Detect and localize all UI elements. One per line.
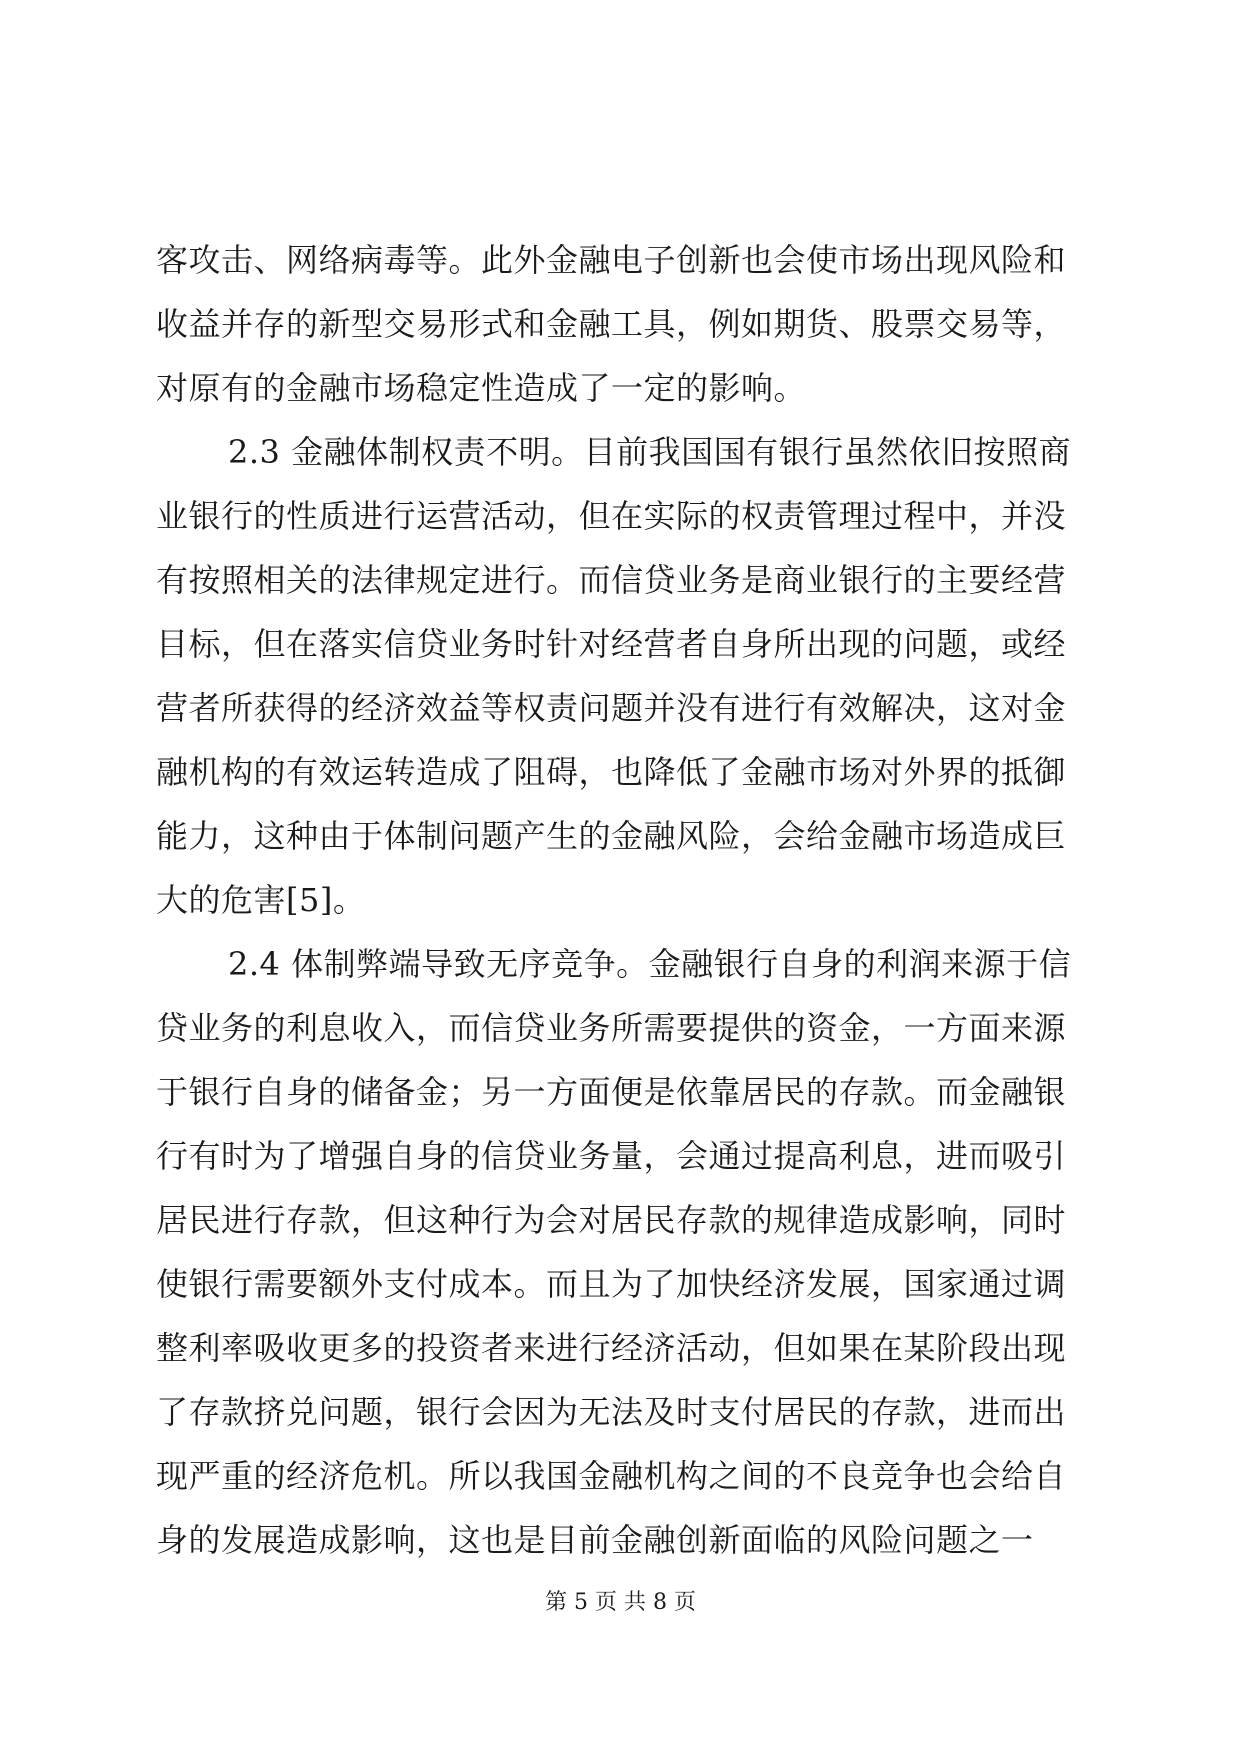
text-line: 了存款挤兑问题，银行会因为无法及时支付居民的存款，进而出 <box>156 1393 1067 1431</box>
text-line: 业银行的性质进行运营活动，但在实际的权责管理过程中，并没 <box>156 497 1067 535</box>
text-line: 收益并存的新型交易形式和金融工具，例如期货、股票交易等， <box>156 305 1067 343</box>
text-line: 居民进行存款，但这种行为会对居民存款的规律造成影响，同时 <box>156 1201 1067 1239</box>
text-line: 现严重的经济危机。所以我国金融机构之间的不良竞争也会给自 <box>156 1457 1067 1495</box>
body-text <box>156 228 1086 1572</box>
text-line: 融机构的有效运转造成了阻碍，也降低了金融市场对外界的抵御 <box>156 753 1067 791</box>
text-line: 大的危害[5]。 <box>156 881 366 919</box>
text-line: 能力，这种由于体制问题产生的金融风险，会给金融市场造成巨 <box>156 817 1067 855</box>
text-line: 身的发展造成影响，这也是目前金融创新面临的风险问题之一 <box>156 1521 1034 1559</box>
text-line: 使银行需要额外支付成本。而且为了加快经济发展，国家通过调 <box>156 1265 1067 1303</box>
section-heading-line: 2.3 金融体制权责不明。目前我国国有银行虽然依旧按照商 <box>228 433 1072 471</box>
text-line: 有按照相关的法律规定进行。而信贷业务是商业银行的主要经营 <box>156 561 1067 599</box>
text-line: 于银行自身的储备金；另一方面便是依靠居民的存款。而金融银 <box>156 1073 1067 1111</box>
text-line: 目标，但在落实信贷业务时针对经营者自身所出现的问题，或经 <box>156 625 1067 663</box>
section-heading-line: 2.4 体制弊端导致无序竞争。金融银行自身的利润来源于信 <box>228 945 1072 983</box>
text-line: 客攻击、网络病毒等。此外金融电子创新也会使市场出现风险和 <box>156 241 1067 279</box>
page-number-footer: 第 5 页 共 8 页 <box>545 1590 696 1615</box>
text-line: 贷业务的利息收入，而信贷业务所需要提供的资金，一方面来源 <box>156 1009 1067 1047</box>
text-line: 整利率吸收更多的投资者来进行经济活动，但如果在某阶段出现 <box>156 1329 1067 1367</box>
text-line: 行有时为了增强自身的信贷业务量，会通过提高利息，进而吸引 <box>156 1137 1067 1175</box>
text-line: 对原有的金融市场稳定性造成了一定的影响。 <box>156 369 807 407</box>
text-line: 营者所获得的经济效益等权责问题并没有进行有效解决，这对金 <box>156 689 1067 727</box>
